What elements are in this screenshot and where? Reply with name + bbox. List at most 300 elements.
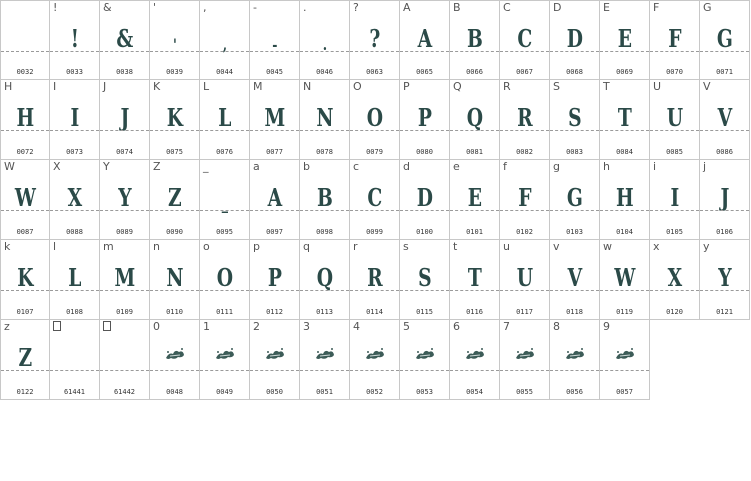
glyph-cell-0045 [250,0,300,80]
glyph-cell-0086 [700,80,750,160]
char-code: 0120 [666,308,683,316]
char-code: 0071 [716,68,733,76]
glyph-preview: A [267,183,282,212]
baseline-guide [250,130,299,131]
char-code: 0055 [516,388,533,396]
baseline-guide [600,51,649,52]
glyph-cell-0114 [350,240,400,320]
baseline-guide [200,370,249,371]
char-code: 0073 [66,148,83,156]
glyph-cell-0068 [550,0,600,80]
glyph-preview: J [720,183,729,212]
glyph-cell-0065 [400,0,450,80]
glyph-preview: K [166,103,183,132]
splatter-icon [214,346,236,362]
baseline-guide [50,210,99,211]
glyph-preview: G [566,183,583,212]
glyph-preview: M [114,263,135,292]
splatter-icon [514,346,536,362]
glyph-cell-0104 [600,160,650,240]
glyph-cell-0078 [300,80,350,160]
key-label: . [303,1,307,14]
glyph-preview: T [467,263,482,292]
char-code: 0116 [466,308,483,316]
baseline-guide [50,130,99,131]
char-code: 0044 [216,68,233,76]
glyph-preview: ' [172,35,177,54]
char-code: 0110 [166,308,183,316]
char-code: 0118 [566,308,583,316]
key-label: 7 [503,320,510,333]
glyph-preview: V [567,263,582,292]
baseline-guide [400,130,449,131]
char-code: 0057 [616,388,633,396]
baseline-guide [150,290,199,291]
glyph-preview: S [568,103,581,132]
glyph-cell-0098 [300,160,350,240]
char-code: 0089 [116,228,133,236]
char-code: 0068 [566,68,583,76]
glyph-preview: B [316,183,333,212]
key-label: L [203,80,210,93]
glyph-cell-0113 [300,240,350,320]
char-code: 0066 [466,68,483,76]
char-code: 0050 [266,388,283,396]
baseline-guide [400,290,449,291]
glyph-cell-0103 [550,160,600,240]
glyph-cell-0106 [700,160,750,240]
baseline-guide [650,130,699,131]
glyph-preview: P [417,103,432,132]
baseline-guide [300,130,349,131]
char-code: 0104 [616,228,633,236]
key-label: b [303,160,310,173]
baseline-guide [150,210,199,211]
char-code: 0086 [716,148,733,156]
key-label: - [253,1,257,14]
key-label: , [203,1,207,14]
glyph-preview: U [516,263,533,292]
baseline-guide [50,370,99,371]
char-code: 0046 [316,68,333,76]
key-label: t [453,240,458,253]
glyph-preview: V [717,103,732,132]
glyph-cell-0048 [150,320,200,400]
glyph-preview: U [666,103,683,132]
glyph-preview: F [668,24,681,53]
splatter-icon [614,346,636,362]
glyph-preview: F [518,183,531,212]
baseline-guide [600,210,649,211]
glyph-cell-0049 [200,320,250,400]
char-code: 0090 [166,228,183,236]
glyph-preview: B [466,24,483,53]
glyph-preview: _ [221,194,228,213]
glyph-cell-0084 [600,80,650,160]
key-label: 3 [303,320,310,333]
char-code: 0098 [316,228,333,236]
key-label: V [703,80,711,93]
baseline-guide [200,210,249,211]
baseline-guide [650,210,699,211]
glyph-cell-0089 [100,160,150,240]
glyph-cell-0063 [350,0,400,80]
key-label: e [453,160,460,173]
glyph-preview: H [16,103,34,132]
glyph-cell-0118 [550,240,600,320]
glyph-preview: L [218,103,231,132]
glyph-preview: K [17,263,33,292]
char-code: 0100 [416,228,433,236]
glyph-preview: Y [118,183,131,212]
glyph-preview: X [67,183,82,212]
key-label: 5 [403,320,410,333]
baseline-guide [200,51,249,52]
glyph-preview: O [216,263,233,292]
key-label: p [253,240,260,253]
splatter-icon [414,346,436,362]
key-label: 4 [353,320,360,333]
baseline-guide [400,210,449,211]
char-code: 0112 [266,308,283,316]
char-code: 0075 [166,148,183,156]
char-code: 0078 [316,148,333,156]
baseline-guide [1,51,49,52]
glyph-cell-0067 [500,0,550,80]
char-code: 61441 [63,388,86,396]
glyph-cell-0085 [650,80,700,160]
key-label: D [553,1,562,14]
baseline-guide [250,370,299,371]
glyph-cell-0057 [600,320,650,400]
baseline-guide [50,51,99,52]
baseline-guide [700,290,749,291]
glyph-cell-0080 [400,80,450,160]
baseline-guide [250,290,299,291]
glyph-preview: H [616,183,633,212]
key-label: l [53,240,57,253]
glyph-preview: , [222,35,227,54]
char-code: 0082 [516,148,533,156]
baseline-guide [1,210,49,211]
glyph-preview: A [417,24,432,53]
glyph-preview: ? [369,24,380,53]
baseline-guide [50,290,99,291]
empty-box-icon [103,321,111,334]
key-label: g [553,160,560,173]
key-label: H [4,80,13,93]
baseline-guide [150,370,199,371]
key-label: o [203,240,210,253]
glyph-cell-0069 [600,0,650,80]
char-code: 0117 [516,308,533,316]
baseline-guide [300,290,349,291]
glyph-preview: Z [168,183,181,212]
glyph-cell-0032 [0,0,50,80]
splatter-icon [314,346,336,362]
glyph-cell-0095 [200,160,250,240]
key-label: Z [153,160,161,173]
baseline-guide [200,290,249,291]
char-code: 0097 [266,228,283,236]
glyph-cell-0087 [0,160,50,240]
glyph-cell-0115 [400,240,450,320]
key-label: v [553,240,560,253]
glyph-preview: X [667,263,682,292]
key-label: ? [353,1,359,14]
glyph-cell-0101 [450,160,500,240]
baseline-guide [100,290,149,291]
baseline-guide [500,51,549,52]
char-code: 0106 [716,228,733,236]
glyph-preview: M [264,103,285,132]
glyph-cell-0038 [100,0,150,80]
char-code: 0087 [16,228,34,236]
char-code: 0077 [266,148,283,156]
baseline-guide [100,130,149,131]
glyph-preview: W [14,183,36,212]
key-label: 9 [603,320,610,333]
glyph-cell-0070 [650,0,700,80]
key-label: ! [53,1,58,14]
key-label: E [603,1,610,14]
char-code: 0051 [316,388,333,396]
char-code: 0102 [516,228,533,236]
glyph-preview: D [416,183,433,212]
key-label: x [653,240,660,253]
char-code: 0048 [166,388,183,396]
char-code: 0103 [566,228,583,236]
baseline-guide [500,130,549,131]
glyph-cell-0112 [250,240,300,320]
baseline-guide [100,370,149,371]
splatter-icon [464,346,486,362]
baseline-guide [400,51,449,52]
glyph-cell-0050 [250,320,300,400]
char-code: 0069 [616,68,633,76]
char-code: 0109 [116,308,133,316]
glyph-cell-0053 [400,320,450,400]
baseline-guide [550,130,599,131]
baseline-guide [100,51,149,52]
baseline-guide [550,370,599,371]
glyph-preview: C [367,183,382,212]
key-label: T [603,80,610,93]
glyph-cell-0044 [200,0,250,80]
glyph-preview: T [617,103,632,132]
glyph-cell-0121 [700,240,750,320]
key-label: f [503,160,507,173]
key-label: u [503,240,510,253]
glyph-cell-0066 [450,0,500,80]
key-label: I [53,80,57,93]
glyph-preview: R [367,263,382,292]
key-label: & [103,1,112,14]
baseline-guide [1,370,49,371]
glyph-preview: E [467,183,482,212]
baseline-guide [150,51,199,52]
glyph-preview: N [316,103,333,132]
char-code: 0076 [216,148,233,156]
key-label: 2 [253,320,260,333]
baseline-guide [200,130,249,131]
key-label: k [4,240,11,253]
glyph-preview: R [517,103,532,132]
char-code: 0080 [416,148,433,156]
char-code: 0067 [516,68,533,76]
baseline-guide [350,370,399,371]
glyph-preview: J [120,103,129,132]
glyph-preview: O [366,103,383,132]
key-label: S [553,80,560,93]
baseline-guide [700,210,749,211]
glyph-cell-0119 [600,240,650,320]
key-label: m [103,240,114,253]
char-code: 0079 [366,148,383,156]
glyph-cell-0075 [150,80,200,160]
char-code: 0101 [466,228,483,236]
glyph-cell-0055 [500,320,550,400]
key-label: n [153,240,160,253]
char-code: 0053 [416,388,433,396]
baseline-guide [600,290,649,291]
key-label: K [153,80,161,93]
glyph-preview: Y [718,263,731,292]
glyph-preview: W [614,263,635,292]
glyph-cell-0033 [50,0,100,80]
glyph-preview: ! [70,24,79,53]
key-label: U [653,80,662,93]
baseline-guide [100,210,149,211]
key-label: N [303,80,312,93]
splatter-icon [164,346,186,362]
glyph-cell-0107 [0,240,50,320]
glyph-cell-0071 [700,0,750,80]
glyph-preview: - [272,35,277,54]
char-code: 0114 [366,308,383,316]
baseline-guide [450,130,499,131]
key-label: d [403,160,410,173]
glyph-cell-0099 [350,160,400,240]
glyph-cell-0102 [500,160,550,240]
key-label: w [603,240,612,253]
char-code: 0085 [666,148,683,156]
glyph-preview: I [70,103,79,132]
baseline-guide [500,210,549,211]
glyph-cell-0079 [350,80,400,160]
baseline-guide [1,130,49,131]
glyph-preview: C [517,24,532,53]
glyph-preview: Z [18,343,32,372]
baseline-guide [350,210,399,211]
glyph-cell-0122 [0,320,50,400]
glyph-preview: P [267,263,282,292]
baseline-guide [300,210,349,211]
glyph-cell-0082 [500,80,550,160]
char-code: 0049 [216,388,233,396]
key-label: a [253,160,260,173]
empty-box-icon [53,321,61,334]
glyph-cell-0052 [350,320,400,400]
key-label: J [103,80,107,93]
char-code: 0105 [666,228,683,236]
key-label: G [703,1,712,14]
key-label: R [503,80,511,93]
baseline-guide [650,290,699,291]
key-label: ' [153,1,157,14]
char-code: 0056 [566,388,583,396]
glyph-cell-61442 [100,320,150,400]
glyph-cell-0083 [550,80,600,160]
glyph-cell-61441 [50,320,100,400]
key-label: 8 [553,320,560,333]
baseline-guide [550,210,599,211]
key-label: h [603,160,610,173]
glyph-cell-0074 [100,80,150,160]
char-code: 0054 [466,388,483,396]
char-code: 61442 [113,388,136,396]
key-label: 1 [203,320,210,333]
char-code: 0074 [116,148,133,156]
glyph-cell-0105 [650,160,700,240]
glyph-cell-0100 [400,160,450,240]
glyph-preview: Q [466,103,483,132]
key-label: 6 [453,320,460,333]
glyph-cell-0108 [50,240,100,320]
glyph-preview: D [566,24,583,53]
char-code: 0115 [416,308,433,316]
char-code: 0111 [216,308,233,316]
baseline-guide [1,290,49,291]
splatter-icon [564,346,586,362]
glyph-cell-0120 [650,240,700,320]
key-label: r [353,240,358,253]
baseline-guide [350,130,399,131]
glyph-cell-0088 [50,160,100,240]
glyph-preview: L [68,263,81,292]
key-label: c [353,160,360,173]
baseline-guide [300,370,349,371]
glyph-cell-0090 [150,160,200,240]
char-code: 0039 [166,68,183,76]
char-code: 0052 [366,388,383,396]
key-label: A [403,1,411,14]
baseline-guide [600,370,649,371]
baseline-guide [450,290,499,291]
baseline-guide [500,290,549,291]
glyph-cell-0073 [50,80,100,160]
char-code: 0119 [616,308,633,316]
glyph-preview: S [418,263,431,292]
glyph-cell-0110 [150,240,200,320]
baseline-guide [350,51,399,52]
baseline-guide [250,210,299,211]
key-label: C [503,1,511,14]
glyph-preview: I [670,183,679,212]
glyph-cell-0109 [100,240,150,320]
baseline-guide [400,370,449,371]
char-code: 0081 [466,148,483,156]
char-code: 0038 [116,68,133,76]
key-label: Y [103,160,110,173]
glyph-cell-0117 [500,240,550,320]
key-label: 0 [153,320,160,333]
baseline-guide [650,51,699,52]
baseline-guide [450,370,499,371]
char-code: 0063 [366,68,383,76]
key-label: W [4,160,15,173]
char-code: 0084 [616,148,633,156]
